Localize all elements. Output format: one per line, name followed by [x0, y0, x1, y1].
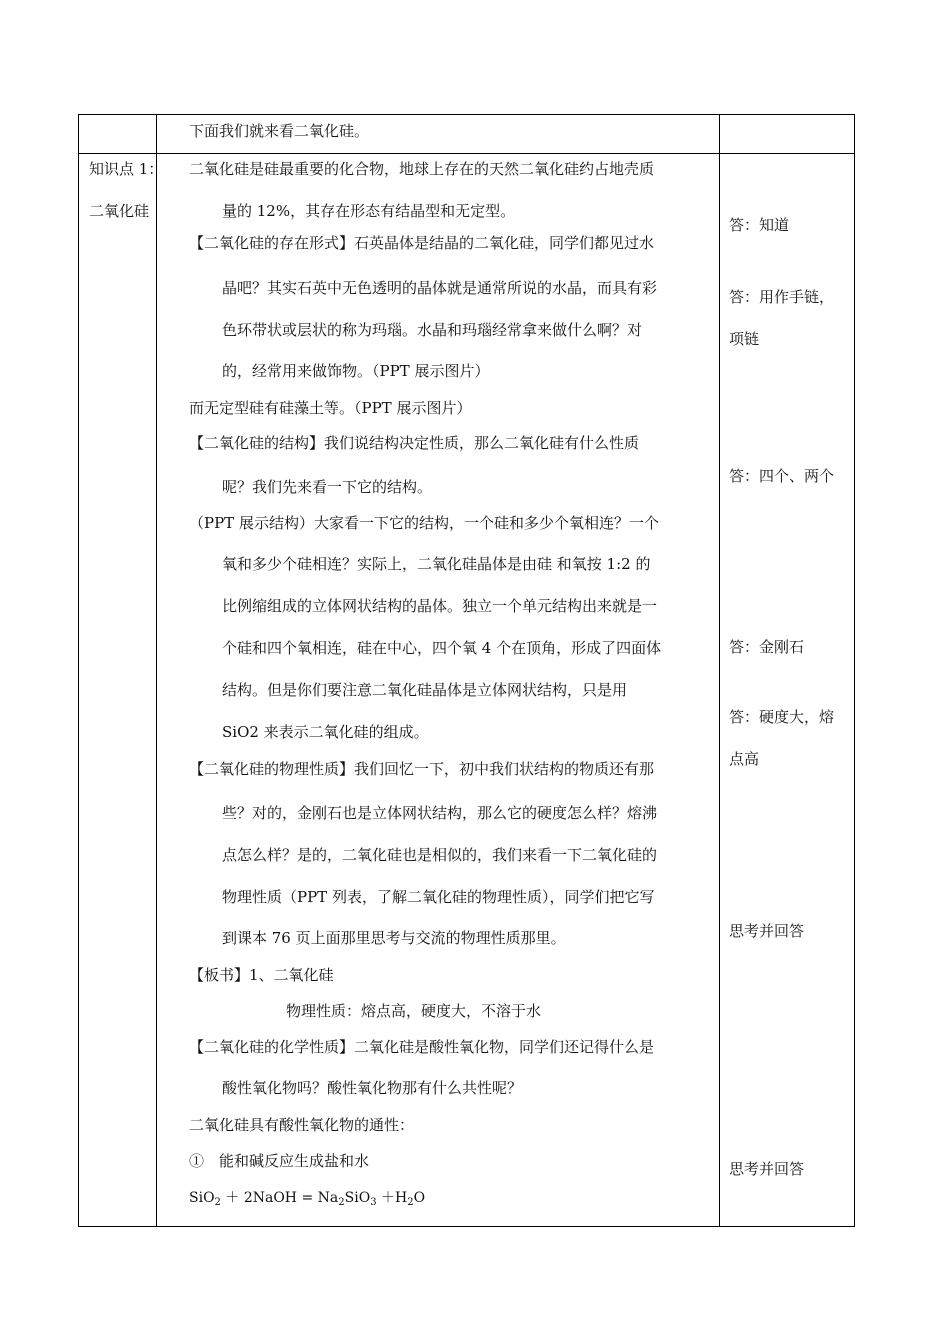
body-line: SiO2 来表示二氧化硅的组成。 — [222, 723, 429, 741]
body-line: 量的 12%，其存在形态有结晶型和无定型。 — [222, 202, 516, 220]
body-line: 【二氧化硅的化学性质】二氧化硅是酸性氧化物，同学们还记得什么是 — [189, 1038, 655, 1056]
body-line: 二氧化硅是硅最重要的化合物，地球上存在的天然二氧化硅约占地壳质 — [189, 160, 655, 178]
column-divider — [156, 115, 157, 1226]
lesson-table — [78, 114, 855, 1227]
body-line: ① 能和碱反应生成盐和水 — [189, 1152, 370, 1170]
body-line: 个硅和四个氧相连，硅在中心，四个氧 4 个在顶角，形成了四面体 — [222, 639, 662, 657]
student-answer: 答：四个、两个 — [729, 467, 835, 485]
column-divider — [719, 115, 720, 1226]
body-line: 晶吧？其实石英中无色透明的晶体就是通常所说的水晶，而具有彩 — [222, 279, 658, 297]
student-answer: 思考并回答 — [729, 1160, 805, 1178]
board-note: 物理性质：熔点高，硬度大，不溶于水 — [286, 1002, 542, 1020]
eq-term: ＋H — [381, 1190, 408, 1206]
body-line: 点怎么样？是的，二氧化硅也是相似的，我们来看一下二氧化硅的 — [222, 846, 658, 864]
student-answer: 答：用作手链， — [729, 288, 835, 306]
body-line: 些？对的，金刚石也是立体网状结构，那么它的硬度怎么样？熔沸 — [222, 804, 658, 822]
intro-line: 下面我们就来看二氧化硅。 — [189, 122, 370, 140]
body-line: 到课本 76 页上面那里思考与交流的物理性质那里。 — [222, 929, 566, 947]
eq-subscript: 2 — [214, 1197, 221, 1208]
body-line: 结构。但是你们要注意二氧化硅晶体是立体网状结构，只是用 — [222, 681, 628, 699]
eq-term: Na — [317, 1190, 339, 1206]
body-line: 【二氧化硅的结构】我们说结构决定性质，那么二氧化硅有什么性质 — [189, 434, 640, 452]
row-divider — [79, 153, 854, 154]
body-line: 呢？我们先来看一下它的结构。 — [222, 478, 433, 496]
eq-equals: = — [301, 1190, 314, 1206]
eq-plus: ＋ — [225, 1190, 240, 1206]
eq-subscript: 2 — [338, 1197, 345, 1208]
body-line: （PPT 展示结构）大家看一下它的结构，一个硅和多少个氧相连？一个 — [189, 514, 659, 532]
body-line: 【二氧化硅的物理性质】我们回忆一下，初中我们状结构的物质还有那 — [189, 760, 655, 778]
body-line: 酸性氧化物吗？酸性氧化物那有什么共性呢？ — [222, 1079, 523, 1097]
board-note: 【板书】1、二氧化硅 — [189, 966, 334, 984]
body-line: 比例缩组成的立体网状结构的晶体。独立一个单元结构出来就是一 — [222, 597, 658, 615]
student-answer: 点高 — [729, 750, 760, 768]
body-line: 而无定型硅有硅藻土等。（PPT 展示图片） — [189, 399, 472, 417]
student-answer: 答：硬度大，熔 — [729, 708, 835, 726]
student-answer: 项链 — [729, 330, 760, 348]
student-answer: 答：知道 — [729, 216, 790, 234]
eq-subscript: 3 — [370, 1197, 377, 1208]
eq-term: SiO — [344, 1190, 371, 1206]
student-answer: 思考并回答 — [729, 922, 805, 940]
body-line: 氧和多少个硅相连？实际上，二氧化硅晶体是由硅 和氧按 1:2 的 — [222, 555, 651, 573]
eq-subscript: 2 — [407, 1197, 414, 1208]
body-line: 的，经常用来做饰物。（PPT 展示图片） — [222, 362, 490, 380]
eq-term: O — [413, 1190, 426, 1206]
body-line: 二氧化硅具有酸性氧化物的通性： — [189, 1116, 415, 1134]
body-line: 【二氧化硅的存在形式】石英晶体是结晶的二氧化硅，同学们都见过水 — [189, 234, 655, 252]
eq-term: 2NaOH — [243, 1190, 298, 1206]
body-line: 色环带状或层状的称为玛瑙。水晶和玛瑙经常拿来做什么啊？对 — [222, 321, 643, 339]
body-line: 物理性质（PPT 列表，了解二氧化硅的物理性质），同学们把它写 — [222, 888, 655, 906]
eq-term: SiO — [189, 1190, 215, 1206]
student-answer: 答：金刚石 — [729, 638, 805, 656]
topic-title: 二氧化硅 — [89, 202, 150, 220]
chemical-equation — [189, 1188, 425, 1208]
topic-label: 知识点 1： — [89, 160, 164, 178]
